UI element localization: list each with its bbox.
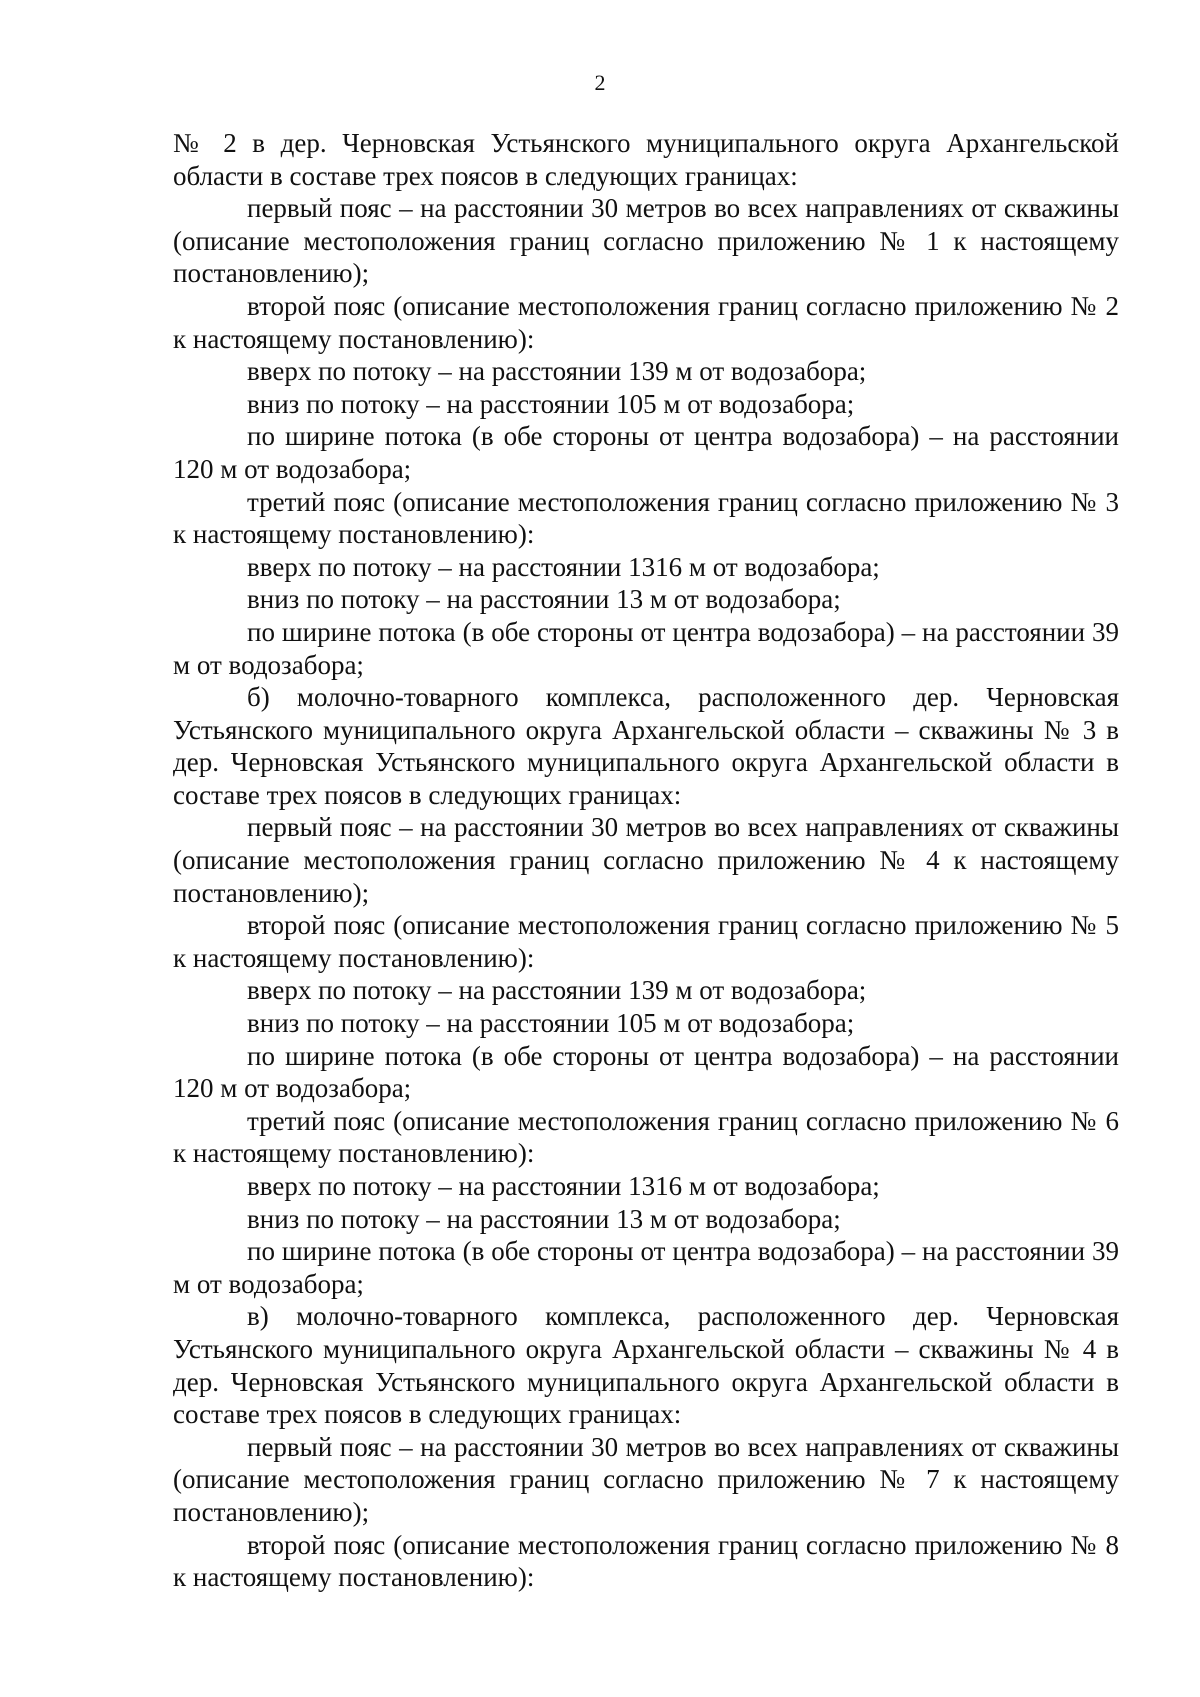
paragraph: второй пояс (описание местоположения границ согласно приложению № 8 к настоящему постановлению): <box>173 1529 1119 1593</box>
paragraph: вниз по потоку – на расстоянии 105 м от водозабора; <box>247 1008 855 1039</box>
paragraph: вниз по потоку – на расстоянии 13 м от водозабора; <box>247 584 841 615</box>
paragraph: второй пояс (описание местоположения границ согласно приложению № 5 к настоящему постановлению): <box>173 910 1119 973</box>
paragraph: б) молочно-товарного комплекса, расположенного дер. Черновская Устьянского муниципального округа Архангельской области – скважины № 3 в дер. Черновская Устьянского муниципального округа Архангельской области в составе трех поясов в следующих границах: <box>173 682 1119 810</box>
paragraph: вверх по потоку – на расстоянии 1316 м от водозабора; <box>247 1171 880 1201</box>
paragraph: третий пояс (описание местоположения границ согласно приложению № 6 к настоящему постановлению): <box>173 1105 1119 1169</box>
paragraph: по ширине потока (в обе стороны от центра водозабора) – на расстоянии 120 м от водозабора; <box>173 1040 1119 1104</box>
paragraph: первый пояс – на расстоянии 30 метров во всех направлениях от скважины (описание местоположения границ согласно приложению № 1 к настоящему постановлению); <box>173 193 1119 289</box>
document-body <box>173 127 1119 1594</box>
paragraph: в) молочно-товарного комплекса, расположенного дер. Черновская Устьянского муниципального округа Архангельской области – скважины № 4 в дер. Черновская Устьянского муниципального округа Архангельской области в составе трех поясов в следующих границах: <box>173 1301 1119 1430</box>
paragraph: первый пояс – на расстоянии 30 метров во всех направлениях от скважины (описание местоположения границ согласно приложению № 7 к настоящему постановлению); <box>173 1431 1119 1527</box>
paragraph: по ширине потока (в обе стороны от центра водозабора) – на расстоянии 39 м от водозабора; <box>173 1236 1119 1299</box>
page-number: 2 <box>594 70 606 95</box>
paragraph: вниз по потоку – на расстоянии 105 м от водозабора; <box>247 388 855 419</box>
paragraph: вверх по потоку – на расстоянии 139 м от водозабора; <box>247 356 867 387</box>
paragraph: по ширине потока (в обе стороны от центра водозабора) – на расстоянии 39 м от водозабора; <box>173 616 1119 680</box>
paragraph: третий пояс (описание местоположения границ согласно приложению № 3 к настоящему постановлению): <box>173 486 1119 550</box>
paragraph: вверх по потоку – на расстоянии 1316 м от водозабора; <box>247 551 880 582</box>
paragraph: по ширине потока (в обе стороны от центра водозабора) – на расстоянии 120 м от водозабора; <box>173 421 1119 484</box>
paragraph: второй пояс (описание местоположения границ согласно приложению № 2 к настоящему постановлению): <box>173 290 1119 354</box>
paragraph: первый пояс – на расстоянии 30 метров во всех направлениях от скважины (описание местоположения границ согласно приложению № 4 к настоящему постановлению); <box>173 812 1119 908</box>
paragraph: № 2 в дер. Черновская Устьянского муниципального округа Архангельской области в составе трех поясов в следующих границах: <box>173 128 1119 191</box>
paragraph: вверх по потоку – на расстоянии 139 м от водозабора; <box>247 975 867 1006</box>
paragraph: вниз по потоку – на расстоянии 13 м от водозабора; <box>247 1203 841 1234</box>
